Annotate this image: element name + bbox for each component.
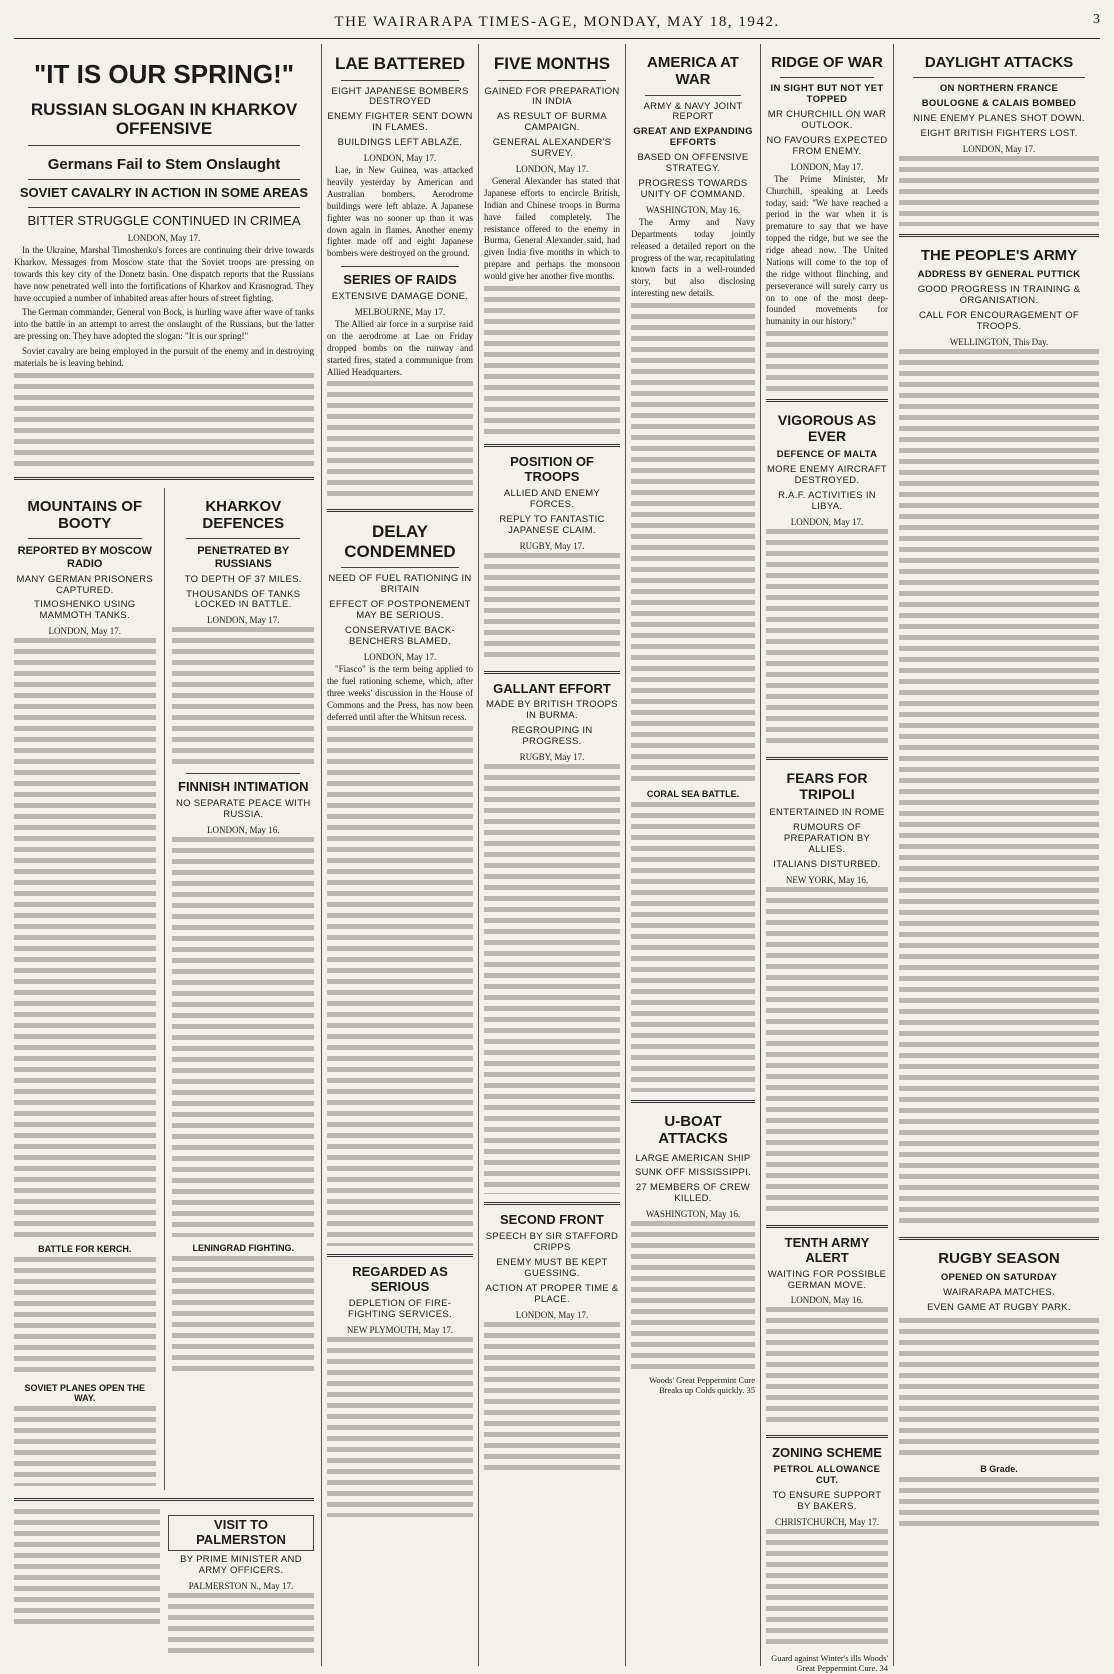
masthead-title: THE WAIRARAPA TIMES-AGE, MONDAY, MAY 18, 1942. [334,14,780,30]
uboat-deck-3: 27 MEMBERS OF CREW KILLED. [635,1182,751,1205]
column-7 [899,44,1099,1664]
tripoli-deck-2: RUMOURS OF PREPARATION BY ALLIES. [783,822,871,855]
delay-dateline: LONDON, May 17. [363,652,437,663]
booty-body-text [14,1406,156,1486]
kdef-deck-2: TO DEPTH OF 37 MILES. [184,573,302,585]
vigorous-deck-2: MORE ENEMY AIRCRAFT DESTROYED. [766,464,888,487]
ridge-deck-1: IN SIGHT BUT NOT YET TOPPED [770,83,884,106]
booty-deck-1: REPORTED BY MOSCOW RADIO [17,545,152,570]
position-article [484,455,620,663]
daylight-headline: DAYLIGHT ATTACKS [924,54,1074,71]
second-body-text [484,1322,620,1472]
five-deck-2: AS RESULT OF BURMA CAMPAIGN. [496,111,608,134]
booty-sub-2: SOVIET PLANES OPEN THE WAY. [24,1383,146,1404]
ridge-article [766,54,888,391]
sunday-morning-body-text [14,1509,160,1629]
vigorous-dateline: LONDON, May 17. [790,516,864,527]
zoning-deck-2: TO ENSURE SUPPORT BY BAKERS. [772,1490,882,1513]
gallant-body-text [484,764,620,1194]
second-deck-2: ENEMY MUST BE KEPT GUESSING. [496,1256,608,1279]
gallant-deck-2: REGROUPING IN PROGRESS. [511,725,593,748]
peoples-dateline: WELLINGTON, This Day. [949,336,1049,347]
position-deck-2: REPLY TO FANTASTIC JAPANESE CLAIM. [499,513,605,536]
rugby-body-text [899,1477,1099,1527]
rugby-grade-sub: B Grade. [980,1463,1018,1474]
kdef-deck-1: PENETRATED BY RUSSIANS [197,545,290,570]
ridge-para-1: The Prime Minister, Mr Churchill, speaking at Leeds today, said: "We have reached a period in the war when it is premature to say that we have topped the ridge, but we see the ridge ahead now. The United Nations will come to the top of the ridge without flinching, and perseverance will surely carry us on to one of the most deep-founded movements for humanity in our history." [766,173,888,327]
raids-dateline: MELBOURNE, May 17. [354,307,446,318]
rugby-article [899,1250,1099,1527]
second-deck-1: SPEECH BY SIR STAFFORD CRIPPS [485,1231,619,1253]
raids-body-text [327,381,473,501]
delay-para-1: "Fiasco" is the term being applied to the fuel rationing scheme, which, after three weeks' discussion in the House of Commons and the Press, has now been deferred until after the Whitsun recess. [327,664,473,722]
america-para-1: The Army and Navy Departments today jointly released a detailed report on the progress of the war, recapitulating known facts in a well-rounded story, but also disclosing interesting new details. [631,216,755,299]
america-headline: AMERICA AT WAR [647,54,739,89]
bottom-left-split [14,1509,314,1657]
uboat-body-text [631,1221,755,1371]
raids-headline: SERIES OF RAIDS [343,272,457,288]
kharkov-deck-4: BITTER STRUGGLE CONTINUED IN CRIMEA [27,213,301,229]
rugby-headline: RUGBY SEASON [938,1249,1060,1267]
kharkov-deck-2: Germans Fail to Stem Onslaught [47,155,281,173]
tenth-headline: TENTH ARMY ALERT [784,1234,870,1265]
tripoli-article [766,770,888,1217]
finnish-deck-1: NO SEPARATE PEACE WITH RUSSIA. [175,798,311,821]
kharkov-headline: "IT IS OUR SPRING!" [33,59,295,89]
tripoli-deck-3: ITALIANS DISTURBED. [773,858,881,870]
position-body-text [484,553,620,663]
finnish-dateline: LONDON, May 16. [206,825,280,836]
gallant-headline: GALLANT EFFORT [493,680,611,696]
finnish-body-text [172,837,314,1237]
lae-deck-1: EIGHT JAPANESE BOMBERS DESTROYED [331,85,469,108]
booty-headline: MOUNTAINS OF BOOTY [27,497,143,533]
america-deck-1: ARMY & NAVY JOINT REPORT [643,100,743,123]
raids-para-1: The Allied air force in a surprise raid on the aerodrome at Lae on Friday dropped bombs on the runway and started fires, stated a communique from Allied Headquarters. [327,319,473,377]
ridge-headline: RIDGE OF WAR [771,54,883,71]
column-rule [321,44,322,1666]
booty-sub-1: BATTLE FOR KERCH. [38,1244,132,1255]
daylight-deck-4: EIGHT BRITISH FIGHTERS LOST. [920,128,1078,140]
america-deck-2: GREAT AND EXPANDING EFFORTS [633,126,753,149]
america-body-text [631,303,755,783]
kdef-body-text [172,627,314,767]
america-body-text [631,802,755,1092]
america-deck-4: PROGRESS TOWARDS UNITY OF COMMAND. [638,178,748,200]
vigorous-headline: VIGOROUS AS EVER [777,412,877,445]
daylight-deck-1: ON NORTHERN FRANCE [939,83,1059,95]
daylight-dateline: LONDON, May 17. [962,143,1036,154]
tenth-dateline: LONDON, May 16. [790,1295,864,1306]
rugby-deck-1: OPENED ON SATURDAY [940,1272,1058,1284]
tenth-army-article [766,1236,888,1428]
five-para-1: General Alexander has stated that Japanese efforts to encircle British, Indian and Chinese troops in Burma have failed completely. The resistance offered to the enemy in Burma, General Alexander said, had given India five months in which to prepare and perhaps the monsoon would give her another five months. [484,176,620,282]
uboat-deck-2: SUNK OFF MISSISSIPPI. [634,1167,752,1179]
zoning-article [766,1446,888,1673]
finnish-body-text [172,1256,314,1376]
lae-headline: LAE BATTERED [334,54,465,73]
zoning-body-text [766,1529,888,1649]
booty-deck-3: TIMOSHENKO USING MAMMOTH TANKS. [34,599,136,622]
second-deck-3: ACTION AT PROPER TIME & PLACE. [485,1282,619,1305]
peoples-deck-3: CALL FOR ENCOURAGEMENT OF TROOPS. [918,309,1080,332]
uboat-dateline: WASHINGTON, May 16. [645,1209,741,1220]
kharkov-body-text [14,373,314,469]
uboat-deck-1: LARGE AMERICAN SHIP [635,1152,751,1164]
five-dateline: LONDON, May 17. [515,164,589,175]
fire-dateline: NEW PLYMOUTH, May 17. [346,1325,454,1336]
peoples-army-article [899,247,1099,1229]
five-months-article [484,54,620,436]
daylight-body-text [899,156,1099,226]
column-rule [625,44,626,1666]
rugby-deck-2: WAIRARAPA MATCHES. [943,1286,1055,1298]
rugby-body-text [899,1318,1099,1458]
column-rule [893,44,894,1666]
raids-deck-1: EXTENSIVE DAMAGE DONE. [331,291,469,303]
america-coral-sub: CORAL SEA BATTLE. [646,789,740,799]
visit-headline: VISIT TO PALMERSTON [168,1515,314,1551]
kharkov-para-3: Soviet cavalry are being employed in the pursuit of the enemy and in destroying materials he is leaving behind. [14,346,314,368]
finnish-sub-1: LENINGRAD FIGHTING. [192,1243,294,1254]
vigorous-deck-1: DEFENCE OF MALTA [776,449,878,461]
fire-article [327,1265,473,1517]
ridge-deck-2: MR CHURCHILL ON WAR OUTLOOK. [767,109,887,132]
tripoli-deck-1: ENTERTAINED IN ROME [769,807,885,819]
tripoli-body-text [766,887,888,1217]
vigorous-body-text [766,529,888,749]
kharkov-para-2: The German commander, General von Bock, is hurling wave after wave of tanks into the battle in an attempt to arrest the onslaught of the Russians, but the latter are pressing on. They have adopted the slogan: "It is our spring!" [14,307,314,342]
booty-body-text [14,638,156,1238]
fire-headline: REGARDED AS SERIOUS [352,1264,448,1295]
america-dateline: WASHINGTON, May 16. [645,204,741,215]
raids-article [327,273,473,501]
visit-deck-1: BY PRIME MINISTER AND ARMY OFFICERS. [180,1554,302,1577]
five-headline: FIVE MONTHS [493,54,611,73]
visit-dateline: PALMERSTON N., May 17. [188,1581,294,1592]
peoples-deck-1: ADDRESS BY GENERAL PUTTICK [917,269,1081,281]
kharkov-deck-3: SOVIET CAVALRY IN ACTION IN SOME AREAS [19,185,309,201]
booty-body-text [14,1257,156,1377]
america-deck-3: BASED ON OFFENSIVE STRATEGY. [637,152,749,175]
tripoli-headline: FEARS FOR TRIPOLI [786,769,868,803]
peppermint-cure-ad: Woods' Great Peppermint Cure Breaks up Colds quickly. 35 [649,1375,755,1396]
kdef-deck-3: THOUSANDS OF TANKS LOCKED IN BATTLE. [186,588,301,611]
ridge-body-text [766,331,888,391]
uboat-headline: U-BOAT ATTACKS [658,1113,728,1148]
delay-deck-1: NEED OF FUEL RATIONING IN BRITAIN [328,573,472,596]
delay-deck-2: EFFECT OF POSTPONEMENT MAY BE SERIOUS. [329,599,471,622]
fire-deck-1: DEPLETION OF FIRE-FIGHTING SERVICES. [348,1298,452,1321]
page-number: 3 [1093,12,1100,27]
daylight-deck-2: BOULOGNE & CALAIS BOMBED [921,98,1077,110]
peoples-deck-2: GOOD PROGRESS IN TRAINING & ORGANISATION. [917,284,1081,307]
daylight-article [899,54,1099,226]
second-dateline: LONDON, May 17. [515,1309,589,1320]
column-rule [164,488,165,1490]
zoning-headline: ZONING SCHEME [772,1445,882,1461]
delay-deck-3: CONSERVATIVE BACK-BENCHERS BLAMED. [345,625,455,648]
five-deck-3: GENERAL ALEXANDER'S SURVEY. [492,137,612,160]
delay-article [327,522,473,1246]
column-6 [766,44,888,1674]
kdef-headline: KHARKOV DEFENCES [202,497,285,533]
position-headline: POSITION OF TROOPS [510,453,594,484]
second-front-article [484,1213,620,1471]
visit-article [168,1509,314,1657]
position-dateline: RUGBY, May 17. [519,540,585,551]
booty-dateline: LONDON, May 17. [48,626,121,637]
visit-body-text [168,1593,314,1653]
gallant-article [484,682,620,1195]
kdef-dateline: LONDON, May 17. [206,615,280,626]
column-rule [760,44,761,1666]
delay-headline: DELAY CONDEMNED [344,522,456,561]
fire-body-text [327,1337,473,1517]
gallant-deck-1: MADE BY BRITISH TROOPS IN BURMA. [486,699,618,722]
kharkov-article [14,60,314,469]
column-rule [478,44,479,1666]
delay-body-text [327,726,473,1246]
five-deck-1: GAINED FOR PREPARATION IN INDIA [484,85,620,108]
column-4 [484,44,620,1664]
lae-dateline: LONDON, May 17. [363,153,437,164]
kharkov-defences-article [172,488,314,1490]
daylight-deck-3: NINE ENEMY PLANES SHOT DOWN. [913,113,1085,125]
ridge-deck-3: NO FAVOURS EXPECTED FROM ENEMY. [766,134,888,157]
kharkov-para-1: In the Ukraine, Marshal Timoshenko's forces are continuing their drive towards Kharkov. Messages from Moscow state that the Soviet troops are pressing on towards this key city of the Donetz basin. One dispatch reports that the Russians have now penetrated well into the fortifications of Kharkov and Krasnograd. They have occupied a number of inhabited areas after hours of street fighting. [14,245,314,303]
ridge-dateline: LONDON, May 17. [790,161,864,172]
america-article [631,54,755,1092]
lower-left-split [14,488,314,1490]
peoples-body-text [899,349,1099,1229]
zoning-dateline: CHRISTCHURCH, May 17. [774,1517,879,1528]
booty-deck-2: MANY GERMAN PRISONERS CAPTURED. [16,573,154,596]
vigorous-article [766,412,888,749]
column-5 [631,44,755,1664]
tripoli-dateline: NEW YORK, May 16. [785,874,869,885]
left-columns [14,44,314,1664]
masthead [14,8,1100,39]
five-body-text [484,286,620,436]
vigorous-deck-3: R.A.F. ACTIVITIES IN LIBYA. [778,490,876,513]
winter-ills-ad: Guard against Winter's ills Woods' Great Peppermint Cure. 34 [771,1653,888,1674]
booty-article [14,488,156,1490]
kharkov-dateline: LONDON, May 17. [127,233,201,244]
zoning-deck-1: PETROL ALLOWANCE CUT. [773,1464,881,1487]
tenth-body-text [766,1307,888,1427]
lae-para-1: Lae, in New Guinea, was attacked heavily yesterday by American and Australian bombers. Aerodrome buildings were left ablaze. A Japanese fighter was no sooner up than it was down again in flames. Another enemy fighter made off and eight Japanese bombers were destroyed on the ground. [327,165,473,259]
rugby-deck-3: EVEN GAME AT RUGBY PARK. [927,1301,1071,1313]
lae-article [327,54,473,260]
gallant-dateline: RUGBY, May 17. [519,752,585,763]
column-3 [327,44,473,1664]
finnish-headline: FINNISH INTIMATION [178,779,309,795]
kharkov-deck-1: RUSSIAN SLOGAN IN KHARKOV OFFENSIVE [30,99,298,139]
second-headline: SECOND FRONT [500,1212,604,1228]
tenth-deck-1: WAITING FOR POSSIBLE GERMAN MOVE. [767,1268,887,1291]
lae-deck-2: ENEMY FIGHTER SENT DOWN IN FLAMES. [327,111,473,134]
position-deck-1: ALLIED AND ENEMY FORCES. [503,487,601,510]
uboat-article [631,1113,755,1395]
lae-deck-3: BUILDINGS LEFT ABLAZE. [337,137,463,149]
peoples-headline: THE PEOPLE'S ARMY [920,246,1078,264]
